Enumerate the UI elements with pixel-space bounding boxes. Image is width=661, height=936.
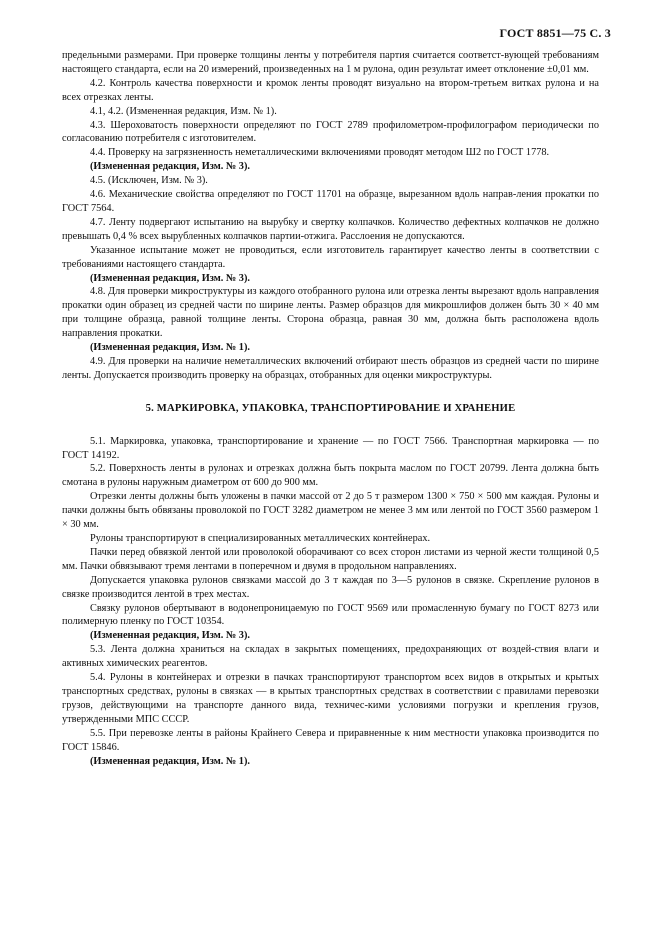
paragraph: предельными размерами. При проверке толщины ленты у потребителя партия считается соответст-вующей требованиям настоящего стандарта, если на 20 измерений, произведенных на 1 м рулона, один результат имеет отклонение ±0,01 мм. (62, 50, 599, 75)
paragraph: 5.1. Маркировка, упаковка, транспортирование и хранение — по ГОСТ 7566. Транспортная маркировка — по ГОСТ 14192. (62, 435, 599, 461)
paragraph: 5.5. При перевозке ленты в районы Крайнего Севера и приравненные к ним местности упаковка производится по ГОСТ 15846. (62, 727, 599, 753)
section-title: 5. МАРКИРОВКА, УПАКОВКА, ТРАНСПОРТИРОВАНИЕ И ХРАНЕНИЕ (145, 402, 516, 414)
paragraph: 5.2. Поверхность ленты в рулонах и отрезках должна быть покрыта маслом по ГОСТ 20799. Лента должна быть смотана в рулоны наружным диаметром от 600 до 900 мм. (62, 463, 599, 489)
section-5-body (62, 435, 599, 769)
paragraph: Допускается упаковка рулонов связками массой до 3 т каждая по 3—5 рулонов в связке. Скрепление рулонов в связке производится лентой в трех местах. (62, 574, 599, 600)
paragraph: 4.4. Проверку на загрязненность неметаллическими включениями проводят методом Ш2 по ГОСТ 1778. (90, 147, 550, 159)
paragraph: Пачки перед обвязкой лентой или проволокой оборачивают со всех сторон листами из черной жести толщиной 0,5 мм. Пачки обвязывают тремя лентами в поперечном и двумя в продольном направлениях. (62, 546, 599, 572)
paragraph: 5.4. Рулоны в контейнерах и отрезки в пачках транспортируют транспортом всех видов в открытых и крытых транспортных средствах, рулоны в связках — в крытых транспортных средствах в соответствии с правилами перевозки грузов, действующими на транспорте данного вида, техничес-кими условиями погрузки и крепления грузов, утвержденными МПС СССР. (62, 672, 599, 725)
section-4-continued (62, 49, 599, 383)
paragraph: Связку рулонов обертывают в водонепроницаемую по ГОСТ 9569 или промасленную бумагу по ГОСТ 8273 или полимерную пленку по ГОСТ 10354. (62, 602, 599, 628)
paragraph: (Измененная редакция, Изм. № 1). (90, 755, 250, 767)
paragraph: (Измененная редакция, Изм. № 3). (90, 630, 250, 642)
paragraph: 4.5. (Исключен, Изм. № 3). (90, 175, 208, 187)
paragraph: (Измененная редакция, Изм. № 3). (90, 272, 250, 284)
paragraph: (Измененная редакция, Изм. № 1). (90, 342, 250, 354)
document-body (62, 49, 599, 768)
paragraph: 4.3. Шероховатость поверхности определяют по ГОСТ 2789 профилометром-профилографом периодически по согласованию потребителя с изготовителем. (62, 119, 599, 145)
paragraph: 4.9. Для проверки на наличие неметаллических включений отбирают шесть образцов из средней части по ширине ленты. Допускается производить проверку на образцах, отобранных для оценки микроструктуры. (62, 355, 599, 381)
paragraph: Рулоны транспортируют в специализированных металлических контейнерах. (90, 533, 431, 544)
paragraph: Указанное испытание может не проводиться, если изготовитель гарантирует качество ленты в соответствии с требованиями настоящего стандарта. (62, 244, 599, 270)
paragraph: 4.6. Механические свойства определяют по ГОСТ 11701 на образце, вырезанном вдоль направ-ления прокатки по ГОСТ 7564. (62, 189, 599, 214)
paragraph: 4.8. Для проверки микроструктуры из каждого отобранного рулона или отрезка ленты вырезают вдоль направления прокатки один образец из средней части по ширине ленты. Размер образцов для микрошлифов должен быть 30 × 40 мм при толщине образца, равной толщине ленты. Сторона образца, равная 30 мм, должна быть расположена вдоль направления прокатки. (62, 286, 599, 340)
paragraph: 4.1, 4.2. (Измененная редакция, Изм. № 1). (90, 105, 277, 117)
paragraph: (Измененная редакция, Изм. № 3). (90, 161, 250, 173)
paragraph: 4.7. Ленту подвергают испытанию на вырубку и свертку колпачков. Количество дефектных колпачков не должно превышать 0,4 % всех вырубленных колпачков партии-отжига. Расслоения не допускаются. (62, 216, 599, 242)
paragraph: 4.2. Контроль качества поверхности и кромок ленты проводят визуально на втором-третьем витках рулона и на всех отрезках ленты. (62, 77, 599, 103)
paragraph: 5.3. Лента должна храниться на складах в закрытых помещениях, предохраняющих от воздей-ствия влаги и активных химических реагентов. (62, 644, 599, 670)
page-header: ГОСТ 8851—75 С. 3 (499, 26, 611, 40)
paragraph: Отрезки ленты должны быть уложены в пачки массой от 2 до 5 т размером 1300 × 750 × 500 мм каждая. Рулоны и пачки должны быть обвязаны проволокой по ГОСТ 3282 диаметром не менее 3 мм или лентой по ГОСТ 3560 размером 1 × 30 мм. (62, 491, 599, 531)
